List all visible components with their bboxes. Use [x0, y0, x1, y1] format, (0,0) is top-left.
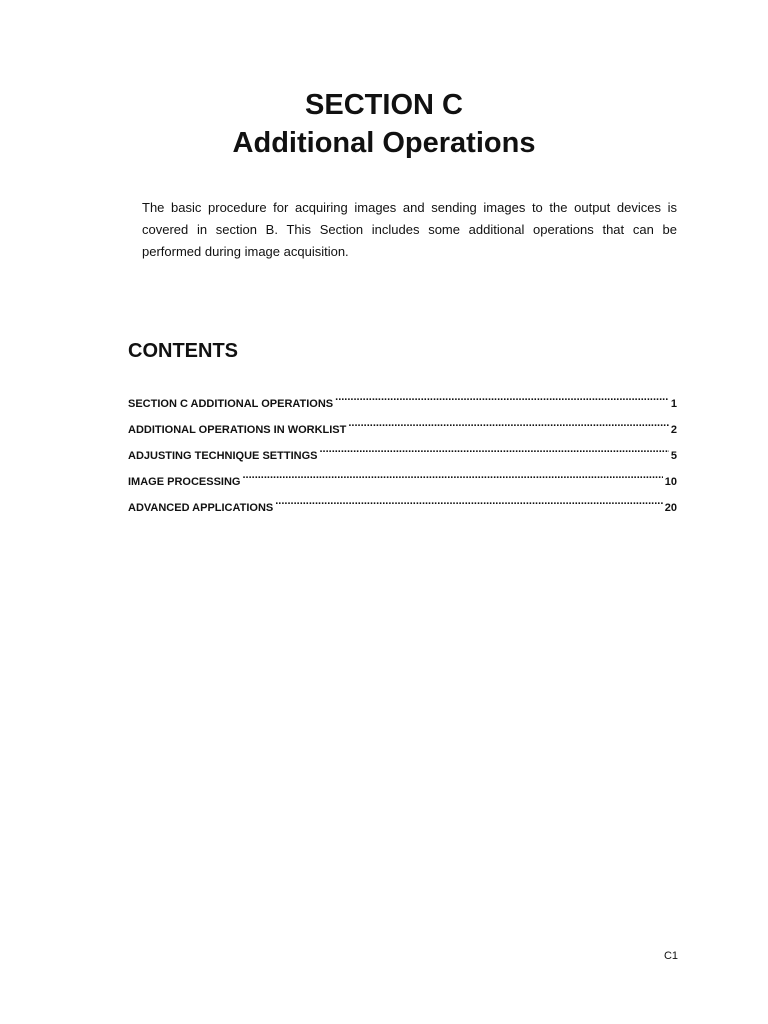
contents-heading: CONTENTS	[128, 340, 238, 362]
toc-entry-page: 5	[670, 450, 677, 462]
section-title: SECTION C	[305, 89, 463, 121]
toc-entry-title: ADDITIONAL OPERATIONS IN WORKLIST	[128, 424, 347, 436]
toc-entry-page: 2	[670, 424, 677, 436]
page-number: C1	[663, 950, 678, 962]
toc-entry-page: 20	[664, 502, 677, 514]
section-subtitle: Additional Operations	[232, 127, 536, 159]
toc-leader-dots	[335, 387, 669, 407]
intro-paragraph: The basic procedure for acquiring images and sending images to the output devices is covered in section B. This Section includes some additional operations that can be performed during image acquisition.	[142, 200, 677, 259]
toc-entry[interactable]	[128, 491, 677, 517]
toc-entry-title: IMAGE PROCESSING	[128, 476, 241, 488]
table-of-contents	[128, 387, 677, 517]
toc-leader-dots	[319, 439, 668, 459]
toc-entry[interactable]	[128, 413, 677, 439]
toc-entry[interactable]	[128, 387, 677, 413]
toc-entry-title: ADVANCED APPLICATIONS	[128, 502, 274, 514]
toc-entry[interactable]	[128, 439, 677, 465]
page-title	[0, 86, 768, 162]
toc-entry-title: SECTION C ADDITIONAL OPERATIONS	[128, 398, 334, 410]
toc-entry-title: ADJUSTING TECHNIQUE SETTINGS	[128, 450, 318, 462]
toc-leader-dots	[275, 491, 663, 511]
toc-leader-dots	[348, 413, 669, 433]
toc-entry[interactable]	[128, 465, 677, 491]
toc-entry-page: 10	[664, 476, 677, 488]
toc-entry-page: 1	[670, 398, 677, 410]
toc-leader-dots	[242, 465, 662, 485]
